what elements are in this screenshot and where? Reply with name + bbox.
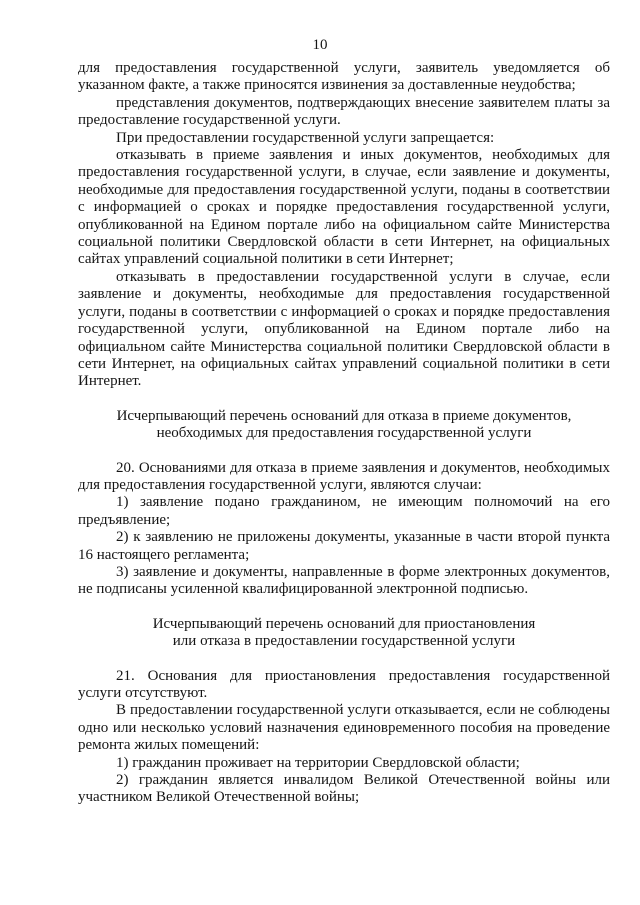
list-item: 2) к заявлению не приложены документы, указанные в части второй пункта 16 настоящего регламента; <box>78 529 610 563</box>
paragraph: 21. Основания для приостановления предоставления государственной услуги отсутствуют. <box>78 667 610 701</box>
paragraph: для предоставления государственной услуги, заявитель уведомляется об указанном факте, а также приносятся извинения за доставленные неудобства; <box>78 60 610 94</box>
heading-line: или отказа в предоставлении государственной услуги <box>172 633 516 650</box>
list-item: 1) заявление подано гражданином, не имеющим полномочий на его предъявление; <box>78 494 610 528</box>
section-heading <box>78 616 610 651</box>
paragraph: При предоставлении государственной услуги запрещается: <box>116 129 495 146</box>
page-number: 10 <box>312 37 328 53</box>
paragraph: отказывать в приеме заявления и иных документов, необходимых для предоставления государственной услуги, в случае, если заявление и документы, необходимые для предоставления государственной услуги, поданы в соответствии с информацией о сроках и порядке предоставления государственной услуги, опубликованной на Едином портале либо на официальном сайте Министерства социальной политики Свердловской области в сети Интернет, на официальных сайтах управлений социальной политики в сети Интернет; <box>78 147 610 268</box>
paragraph: представления документов, подтверждающих внесение заявителем платы за предоставление государственной услуги. <box>78 94 610 129</box>
section-heading <box>78 408 610 443</box>
document-body <box>78 60 610 807</box>
heading-line: необходимых для предоставления государственной услуги <box>156 425 532 442</box>
paragraph: отказывать в предоставлении государственной услуги в случае, если заявление и документы, необходимые для предоставления государственной услуги, поданы в соответствии с информацией о сроках и порядке предоставления государственной услуги, опубликованной на Едином портале либо на официальном сайте Министерства социальной политики Свердловской области в сети Интернет, на официальных сайтах управлений социальной политики в сети Интернет. <box>78 268 610 390</box>
list-item: 2) гражданин является инвалидом Великой Отечественной войны или участником Великой Отечественной войны; <box>78 772 610 806</box>
paragraph: 20. Основаниями для отказа в приеме заявления и документов, необходимых для предоставления государственной услуги, являются случаи: <box>78 459 610 493</box>
heading-line: Исчерпывающий перечень оснований для отказа в приеме документов, <box>116 407 572 424</box>
paragraph: В предоставлении государственной услуги отказывается, если не соблюдены одно или несколько условий назначения единовременного пособия на проведение ремонта жилых помещений: <box>78 702 610 754</box>
heading-line: Исчерпывающий перечень оснований для приостановления <box>152 615 536 632</box>
list-item: 3) заявление и документы, направленные в форме электронных документов, не подписаны усиленной квалифицированной электронной подписью. <box>78 563 610 598</box>
list-item: 1) гражданин проживает на территории Свердловской области; <box>116 754 520 771</box>
